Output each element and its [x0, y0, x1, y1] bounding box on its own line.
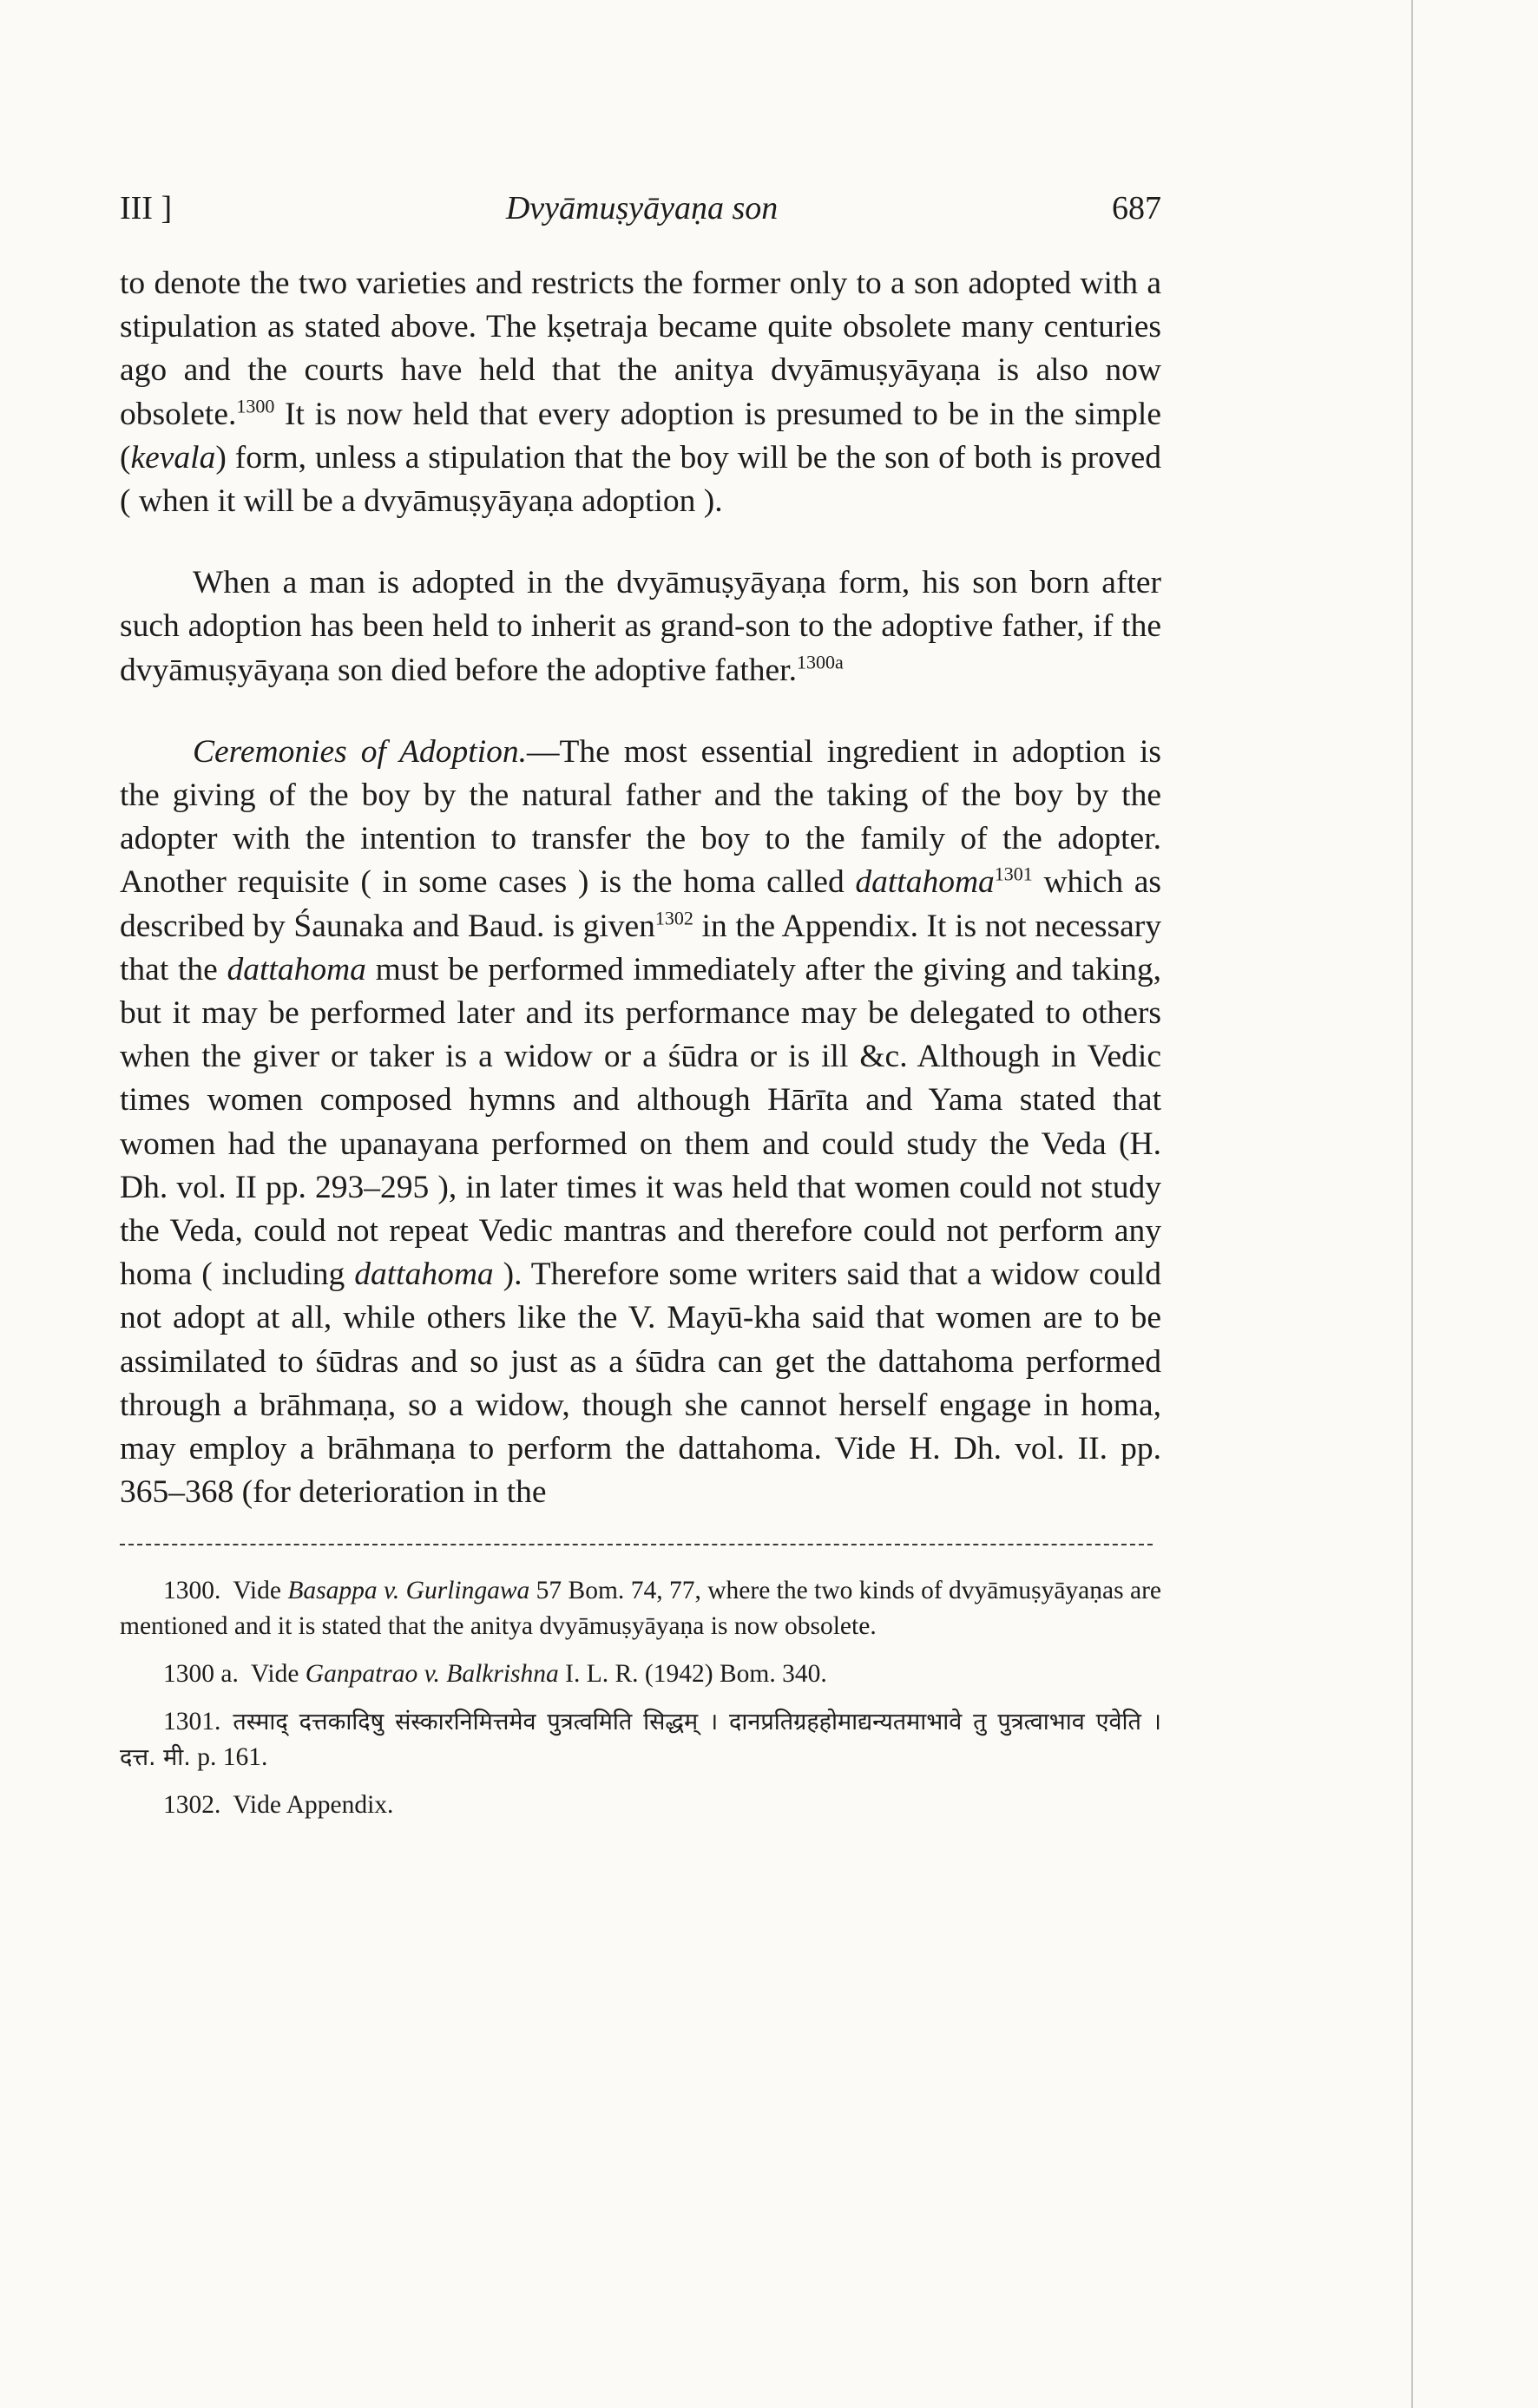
- term-kevala: kevala: [130, 439, 216, 476]
- sanskrit-quotation: तस्माद् दत्तकादिषु संस्कारनिमित्तमेव पुत्रत्वमिति सिद्धम् । दानप्रतिग्रहहोमाद्यन्यतमाभावे तु पुत्रत्वाभाव एवेति । दत्त. मी.: [120, 1709, 1161, 1772]
- footnotes: [120, 1573, 1161, 1823]
- footnote-1300: 1300. Vide Basappa v. Gurlingawa 57 Bom. 74, 77, where the two kinds of dvyāmuṣyāyaṇas are mentioned and it is stated that the anitya dvyāmuṣyāyaṇa is now obsolete.: [120, 1577, 1161, 1641]
- footnote-1301: 1301. तस्माद् दत्तकादिषु संस्कारनिमित्तमेव पुत्रत्वमिति सिद्धम् । दानप्रतिग्रहहोमाद्यन्यतमाभावे तु पुत्रत्वाभाव एवेति । दत्त. मी. p. 161.: [120, 1708, 1161, 1772]
- paragraph-2: When a man is adopted in the dvyāmuṣyāyaṇa form, his son born after such adoption has been held to inherit as grand-son to the adoptive father, if the dvyāmuṣyāyaṇa son died before the adoptive father.$^{1300a}$: [120, 565, 1161, 688]
- footnote-ref-1300a[interactable]: 1300a: [796, 651, 844, 673]
- footnote-ref-1300[interactable]: 1300: [236, 395, 275, 417]
- footnote-ref-1302[interactable]: 1302: [654, 907, 693, 929]
- footnote-1300a: 1300 a. Vide Ganpatrao v. Balkrishna I. L. R. (1942) Bom. 340.: [163, 1660, 827, 1689]
- book-page: [120, 189, 1161, 1835]
- paragraph-1: to denote the two varieties and restricts the former only to a son adopted with a stipulation as stated above. The kṣetraja became quite obsolete many centuries ago and the courts have held that the anitya dvyāmuṣyāyaṇa is also now obsolete.$^{1300}$ It is now held that every adoption is presumed to be in the simple (kevala) form, unless a stipulation that the boy will be the son of both is proved ( when it will be a dvyāmuṣyāyaṇa adoption ).: [120, 266, 1161, 520]
- footnote-1302: 1302. Vide Appendix.: [163, 1791, 394, 1820]
- footnote-ref-1301[interactable]: 1301: [994, 863, 1033, 885]
- footnote-divider: [120, 1544, 1153, 1545]
- section-heading-ceremonies: Ceremonies of Adoption.: [193, 733, 527, 770]
- paragraph-3: Ceremonies of Adoption.—The most essential ingredient in adoption is the giving of the boy by the natural father and the taking of the boy by the adopter with the intention to transfer the boy to the family of the adopter. Another requisite ( in some cases ) is the homa called dattahoma$^{1301}$ which as described by Śaunaka and Baud. is given$^{1302}$ in the Appendix. It is not necessary that the dattahoma must be performed immediately after the giving and taking, but it may be performed later and its performance may be delegated to others when the giver or taker is a widow or a śūdra or is ill &c. Although in Vedic times women composed hymns and although Hārīta and Yama stated that women had the upanayana performed on them and could study the Veda (H. Dh. vol. II pp. 293–295 ), in later times it was held that women could not study the Veda, could not repeat Vedic mantras and therefore could not perform any homa ( including dattahoma ). Therefore some writers said that a widow could not adopt at all, while others like the V. Mayū-kha said that women are to be assimilated to śūdras and so just as a śūdra can get the dattahoma performed through a brāhmaṇa, so a widow, though she cannot herself engage in homa, may employ a brāhmaṇa to perform the dattahoma. Vide H. Dh. vol. II. pp. 365–368 (for deterioration in the: [120, 733, 1161, 1511]
- chapter-marker: III ]: [120, 190, 173, 226]
- running-title: Dvyāmuṣyāyaṇa son: [505, 190, 779, 226]
- running-header: [120, 189, 1161, 227]
- page-number: 687: [1112, 190, 1161, 226]
- page-edge-line: [1411, 0, 1413, 2408]
